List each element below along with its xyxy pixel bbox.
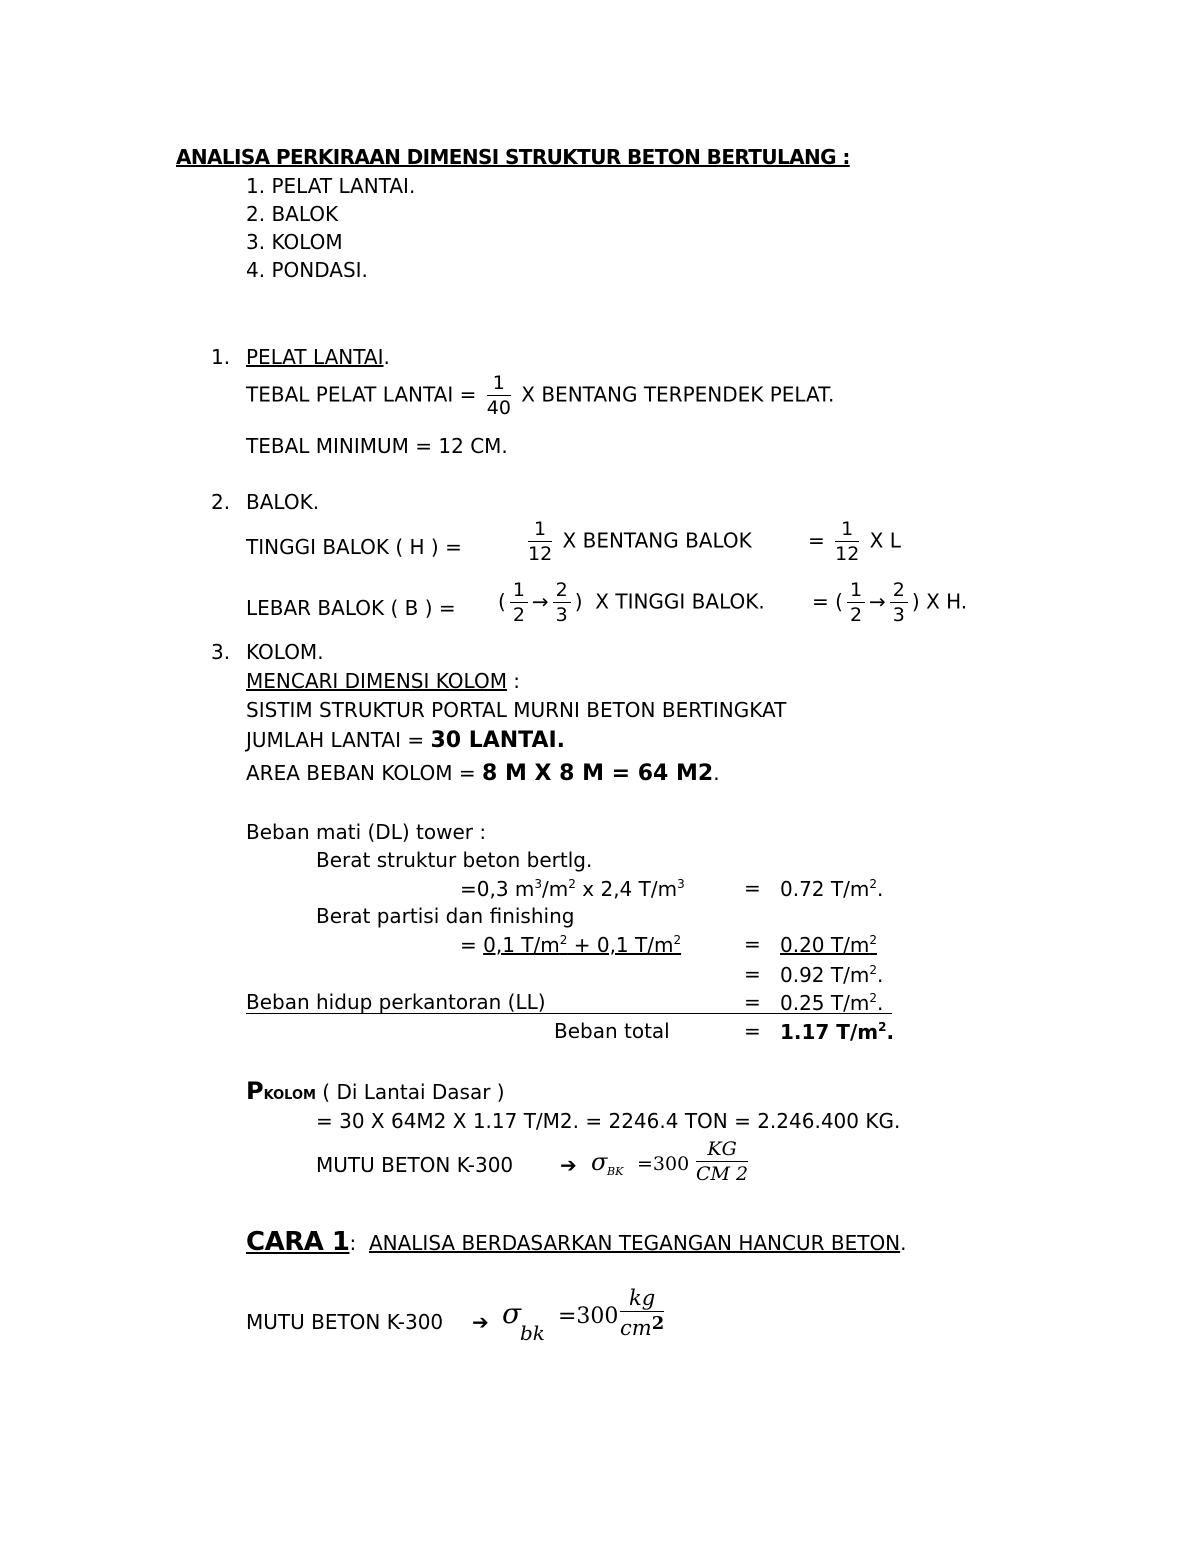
section-number: 2. (211, 490, 231, 514)
tebal-minimum: TEBAL MINIMUM = 12 CM. (246, 434, 508, 458)
fraction: $\frac{1}{2}$ (847, 581, 865, 625)
mencari-heading: MENCARI DIMENSI KOLOM : (246, 669, 521, 693)
sigma-value: =300 (637, 1153, 690, 1175)
arrow-icon: ➔ (560, 1153, 577, 1177)
section-number: 3. (211, 640, 231, 664)
sigma-subscript: bk (520, 1321, 545, 1345)
arrow-icon: ➔ (472, 1310, 489, 1334)
pkolom-heading: PKOLOM ( Di Lantai Dasar ) (246, 1077, 505, 1105)
tinggi-formula: $\frac{1}{12}$ X BENTANG BALOK (528, 518, 752, 565)
fraction: $\frac{2}{3}$ (553, 581, 571, 625)
berat-partisi-label: Berat partisi dan finishing (316, 904, 575, 928)
section-heading: BALOK. (246, 490, 320, 514)
equals-sign: = (744, 1019, 761, 1043)
sigma-value: =300 (558, 1304, 619, 1329)
equals-sign: = (744, 990, 761, 1014)
sigma-symbol: σ (591, 1148, 608, 1176)
value-partisi: 0.20 $T/m^2$ (780, 933, 877, 957)
equals-sign: = (744, 962, 761, 986)
value-subtotal: 0.92 $T/m^2$. (780, 963, 884, 987)
beban-mati-label: Beban mati (DL) tower : (246, 820, 487, 844)
fraction: $\frac{2}{3}$ (890, 581, 908, 625)
berat-struktur-label: Berat struktur beton bertlg. (316, 848, 593, 872)
beban-total-label: Beban total (554, 1019, 670, 1043)
calc-struktur: =0,3 $m^3/m^2$ x 2,4 $T/m^3$ (460, 877, 685, 901)
value-hidup: 0.25 $T/m^2$. (780, 991, 884, 1015)
toc-item: 4. PONDASI. (246, 258, 368, 282)
jumlah-lantai: JUMLAH LANTAI = 30 LANTAI. (246, 728, 566, 753)
lebar-label: LEBAR BALOK ( B ) = (246, 596, 456, 620)
cara1-mutu-label: MUTU BETON K-300 (246, 1310, 444, 1334)
mutu-beton-label: MUTU BETON K-300 (316, 1153, 514, 1177)
toc-item: 1. PELAT LANTAI. (246, 174, 416, 198)
section-number: 1. (211, 345, 231, 369)
value-struktur: 0.72 $T/m^2$. (780, 877, 884, 901)
page-title: ANALISA PERKIRAAN DIMENSI STRUKTUR BETON BERTULANG : (176, 145, 850, 169)
area-beban: AREA BEBAN KOLOM = 8 M X 8 M = 64 M2. (246, 761, 720, 786)
sum-underline (246, 1013, 892, 1014)
toc-item: 3. KOLOM (246, 230, 343, 254)
tebal-formula: TEBAL PELAT LANTAI = $\frac{1}{40}$ X BENTANG TERPENDEK PELAT. (246, 372, 835, 419)
equals-sign: = (744, 932, 761, 956)
cara1-heading: CARA 1: ANALISA BERDASARKAN TEGANGAN HANCUR BETON. (246, 1227, 907, 1257)
lebar-formula-result: = ( $\frac{1}{2}$ → $\frac{2}{3}$ ) X H. (812, 579, 968, 626)
tinggi-formula-result: = $\frac{1}{12}$ X L (808, 518, 901, 565)
fraction: $\frac{1}{40}$ (486, 372, 511, 419)
sigma-subscript: BK (607, 1165, 624, 1178)
sigma-fraction: $\frac{KG}{CM 2}$ (696, 1138, 749, 1185)
fraction: $\frac{1}{2}$ (510, 581, 528, 625)
sigma-fraction: $\frac{kg}{cm2}$ (620, 1286, 665, 1340)
sigma-symbol: σ (502, 1297, 522, 1330)
lebar-formula: ( $\frac{1}{2}$ → $\frac{2}{3}$ ) X TINGGI BALOK. (498, 579, 765, 626)
calc-partisi: = 0,1 $T/m^2 + 0,1$ $T/m^2$ (460, 933, 682, 957)
section-heading: PELAT LANTAI. (246, 345, 390, 369)
fraction: $\frac{1}{12}$ (528, 518, 553, 565)
sistim-line: SISTIM STRUKTUR PORTAL MURNI BETON BERTINGKAT (246, 698, 787, 722)
section-heading: KOLOM. (246, 640, 324, 664)
tinggi-label: TINGGI BALOK ( H ) = (246, 535, 462, 559)
beban-hidup-label: Beban hidup perkantoran (LL) (246, 990, 546, 1014)
fraction: $\frac{1}{12}$ (835, 518, 860, 565)
toc-item: 2. BALOK (246, 202, 339, 226)
value-total: 1.17 $T/m^2$. (780, 1020, 895, 1044)
equals-sign: = (744, 876, 761, 900)
pkolom-calc: = 30 X 64M2 X 1.17 T/M2. = 2246.4 TON = 2.246.400 KG. (316, 1109, 901, 1133)
